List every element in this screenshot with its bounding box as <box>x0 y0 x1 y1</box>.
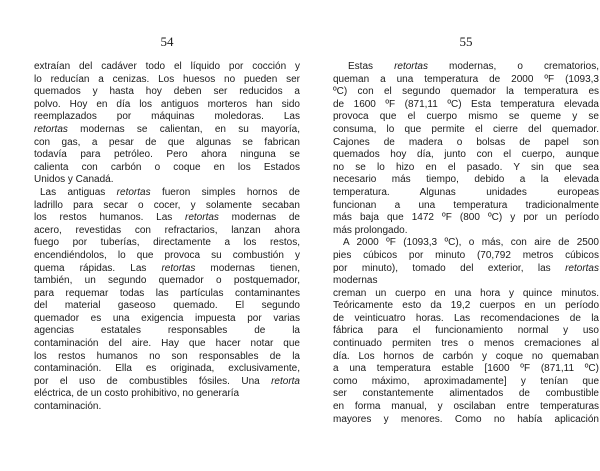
text-line: por minuto), tomado del exterior, las retortas <box>333 262 599 274</box>
text-line: pies cúbicos por minuto (70,792 metros cúbicos <box>333 249 599 261</box>
text-line: los restos humanos no son responsables de la <box>34 350 300 362</box>
text-line: Unidos y Canadá. <box>34 174 114 186</box>
text-line: los restos humanos. Las retortas modernas de <box>34 212 300 224</box>
text-line: Teóricamente esto da 19,2 cuerpos en un período <box>333 300 599 312</box>
text-line: provoca que el cuerpo mismo se queme y se <box>333 111 599 123</box>
text-line: creman un cuerpo en una hora y quince minutos. <box>333 287 599 299</box>
text-line: del material gaseoso quemado. El segundo <box>34 300 300 312</box>
page-number: 55 <box>459 34 473 49</box>
text-line: Las antiguas retortas fueron simples hornos de <box>40 186 300 198</box>
text-line: continuado permiten tres o menos cremaciones al <box>333 338 599 350</box>
text-line: lo reducían a cenizas. Los huesos no pueden ser <box>34 73 300 85</box>
text-line: día. Los hornos de carbón y coque no quemaban <box>333 350 599 362</box>
text-line: todavía para petróleo. Pero ahora ninguna se <box>34 149 300 161</box>
text-line: en forma manual, y oscilaban entre temperaturas <box>333 401 599 413</box>
text-line: consuma, lo que permite el cierre del quemador. <box>333 123 599 135</box>
text-line: no se lo hizo en el pasado. Y sin que sea <box>333 161 599 173</box>
page-number: 54 <box>160 34 174 49</box>
text-line: Cajones de madera o bolsas de papel son <box>333 136 599 148</box>
text-line: temperatura. Algunas unidades europeas <box>333 186 599 198</box>
text-line: A 2000 ºF (1093,3 ºC), o más, con aire de 2500 <box>343 237 599 249</box>
text-line: por el uso de combustibles fósiles. Una retorta <box>34 375 300 387</box>
text-line: reemplazados por máquinas moledoras. Las <box>34 111 300 123</box>
text-line: agencias estatales responsables de la <box>34 325 300 337</box>
text-line: quemados y hasta hoy deben ser reducidos a <box>34 86 300 98</box>
text-line: ºC) con el segundo quemador la temperatura es <box>333 86 599 98</box>
right-page <box>333 0 599 426</box>
text-line: modernas <box>333 275 378 287</box>
text-line: con gas, a pesar de que algunas se fabrican <box>34 136 300 148</box>
text-line: calienta con carbón o coque en los Estados <box>34 161 300 173</box>
text-line: contaminación. Ella es originada, exclusivamente, <box>34 363 300 375</box>
text-line: quema rápidas. Las retortas modernas tienen, <box>34 262 300 274</box>
text-line: como máximo, aproximadamente] y tenían que <box>333 375 599 387</box>
text-line: funcionan a una temperatura tradicionalmente <box>333 199 599 211</box>
text-line: para requemar todas las partículas contaminantes <box>34 287 300 299</box>
text-line: quemados hoy día, junto con el cuerpo, aunque <box>333 149 599 161</box>
text-line: eléctrica, de un costo prohibitivo, no generaría <box>34 388 240 400</box>
left-page <box>34 0 300 414</box>
text-line: fábrica para el funcionamiento normal y uso <box>333 325 599 337</box>
text-line: también, un segundo quemador o postquemador, <box>34 275 300 287</box>
text-line: contaminación. <box>34 401 102 413</box>
text-line: extraían del cadáver todo el líquido por cocción y <box>34 61 300 72</box>
text-line: más prolongado. <box>333 224 408 236</box>
page-text <box>34 61 300 414</box>
text-line: contaminación del aire. Hay que hacer notar que <box>34 338 300 350</box>
text-line: más baja que 1472 ºF (800 ºC) y por un período <box>333 212 599 224</box>
text-line: mayores y menores. Como no había aplicación <box>333 413 599 425</box>
text-line: acero, revestidas con refractarios, lanzan ahora <box>34 224 300 236</box>
text-line: queman a una temperatura de 2000 ºF (1093,3 <box>333 73 599 85</box>
text-line: encendiéndolos, lo que provoca su combustión y <box>34 249 300 261</box>
text-line: polvo. Hoy en día los antiguos morteros han sido <box>34 98 300 110</box>
text-line: a una temperatura estable [1600 ºF (871,11 ºC) <box>333 363 599 375</box>
text-line: necesario más tiempo, debido a la elevada <box>333 174 599 186</box>
text-line: de veinticuatro horas. Las recomendaciones de la <box>333 312 599 324</box>
text-line: Estas retortas modernas, o crematorios, <box>348 61 599 72</box>
text-line: de 1600 ºF (871,11 ºC) Esta temperatura elevada <box>333 98 599 110</box>
text-line: retortas modernas se calientan, en su mayoría, <box>34 123 300 135</box>
text-line: quemador es una exigencia impuesta por varias <box>34 312 300 324</box>
page-text <box>333 61 599 426</box>
text-line: fuego por tuberías, directamente a los restos, <box>34 237 300 249</box>
text-line: ser constantemente alimentados de combustible <box>333 388 599 400</box>
text-line: ladrillo para secar o cocer, y solamente secaban <box>34 199 300 211</box>
